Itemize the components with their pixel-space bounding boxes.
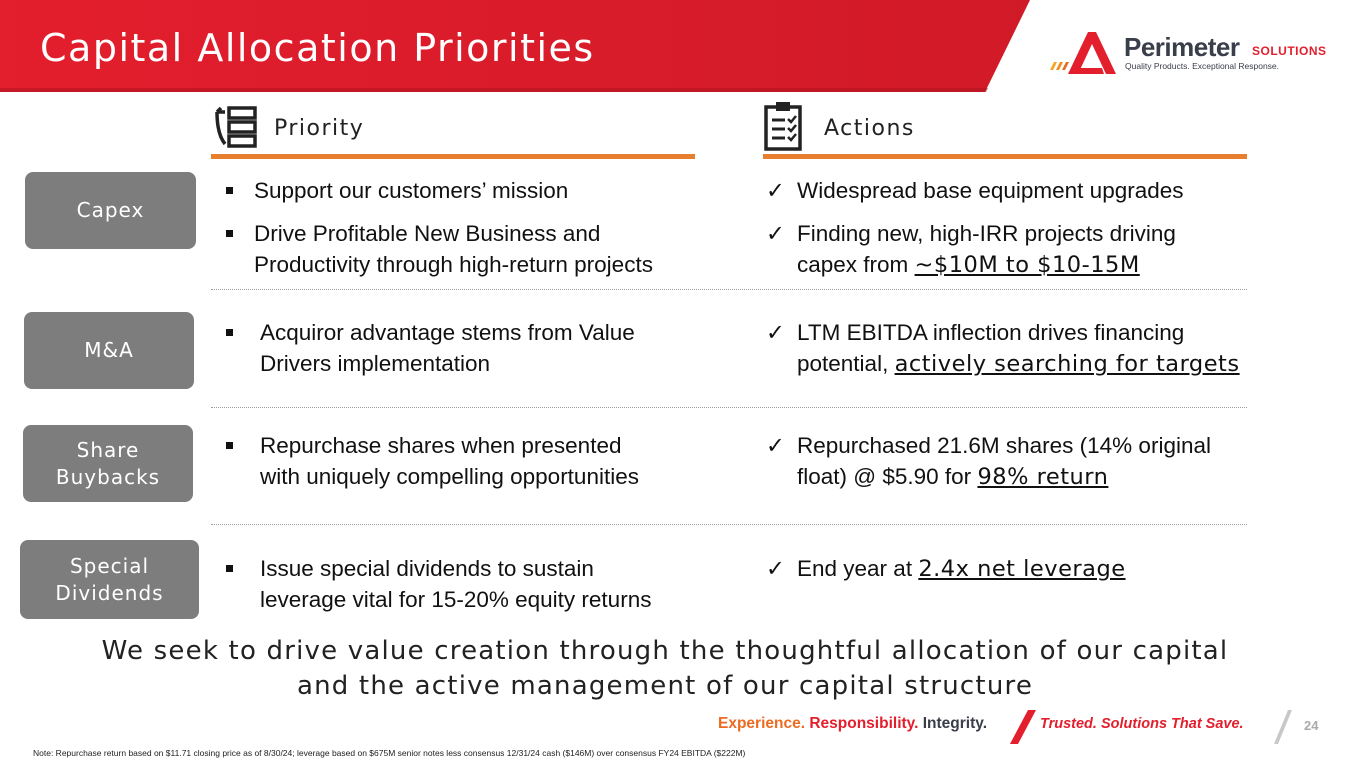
slogan-responsibility: Responsibility.: [809, 715, 919, 732]
action-bullet: [766, 553, 1306, 584]
priority-bullet: [224, 175, 724, 206]
row-divider: [211, 289, 1247, 290]
footer-slogan: [718, 715, 987, 733]
check-icon: ✓: [766, 556, 785, 581]
logo-mark-icon: [1048, 28, 1120, 76]
action-highlight: 98% return: [977, 464, 1109, 490]
action-text: End year at 2.4x net leverage: [797, 556, 1126, 582]
priority-column-header: [211, 98, 695, 160]
action-highlight: actively searching for targets: [894, 351, 1240, 377]
actions-header-rule: [763, 154, 1247, 159]
logo-name: Perimeter: [1124, 32, 1240, 62]
square-bullet-icon: [226, 329, 233, 336]
logo-tagline: Quality Products. Exceptional Response.: [1125, 61, 1280, 71]
row-divider: [211, 524, 1247, 525]
priority-header-rule: [211, 154, 695, 159]
square-bullet-icon: [226, 442, 233, 449]
action-text: Finding new, high-IRR projects driving capex from ~$10M to $10-15M: [797, 221, 1176, 278]
slash-divider-gray-icon: [1274, 710, 1294, 744]
clipboard-checklist-icon: [763, 100, 805, 152]
row-label-capex: Capex: [25, 172, 196, 249]
check-icon: ✓: [766, 221, 785, 246]
priority-text: Support our customers’ mission: [254, 178, 569, 203]
check-icon: ✓: [766, 178, 785, 203]
row-label-special-dividends: Special Dividends: [20, 540, 199, 619]
priority-text: Issue special dividends to sustain leverage vital for 15-20% equity returns: [260, 556, 652, 612]
actions-column-header: [763, 98, 1247, 160]
action-text: Widespread base equipment upgrades: [797, 178, 1184, 203]
page-title: Capital Allocation Priorities: [40, 26, 595, 70]
priority-bullet: [224, 317, 724, 379]
row-divider: [211, 407, 1247, 408]
page-number: 24: [1304, 718, 1319, 733]
action-bullet: [766, 218, 1306, 280]
logo-suffix: SOLUTIONS: [1252, 44, 1327, 58]
action-text: Repurchased 21.6M shares (14% original float) @ $5.90 for 98% return: [797, 433, 1211, 490]
action-text: LTM EBITDA inflection drives financing potential, actively searching for targets: [797, 320, 1240, 377]
closing-statement-line-1: We seek to drive value creation through the thoughtful allocation of our capital: [101, 636, 1229, 666]
closing-statement: [0, 634, 1330, 704]
action-bullet: [766, 430, 1326, 492]
slogan-experience: Experience.: [718, 715, 806, 732]
priority-text: Acquiror advantage stems from Value Drivers implementation: [260, 320, 635, 376]
priority-bullet: [224, 553, 724, 615]
action-bullet: [766, 317, 1326, 379]
slogan-integrity: Integrity.: [922, 715, 988, 732]
priority-bullet: [224, 218, 724, 280]
row-label-mna: M&A: [24, 312, 194, 389]
square-bullet-icon: [226, 565, 233, 572]
actions-column-label: Actions: [824, 116, 915, 141]
priority-text: Drive Profitable New Business and Productivity through high-return projects: [254, 221, 653, 277]
slogan-trusted: Trusted. Solutions That Save.: [1040, 716, 1244, 732]
action-highlight: ~$10M to $10-15M: [914, 252, 1140, 278]
closing-statement-line-2: and the active management of our capital structure: [296, 671, 1034, 701]
priority-list-icon: [213, 104, 261, 150]
square-bullet-icon: [226, 230, 233, 237]
square-bullet-icon: [226, 187, 233, 194]
action-highlight: 2.4x net leverage: [918, 556, 1126, 582]
check-icon: ✓: [766, 320, 785, 345]
row-label-share-buybacks: Share Buybacks: [23, 425, 193, 502]
action-bullet: [766, 175, 1306, 206]
perimeter-logo: [1048, 28, 1328, 76]
priority-bullet: [224, 430, 724, 492]
footnote: Note: Repurchase return based on $11.71 closing price as of 8/30/24; leverage based on $675M senior notes less consensus 12/31/24 cash ($146M) over consensus FY24 EBITDA ($222M): [33, 748, 746, 758]
slash-divider-icon: [1010, 710, 1040, 744]
priority-column-label: Priority: [274, 116, 365, 141]
priority-text: Repurchase shares when presented with uniquely compelling opportunities: [260, 433, 639, 489]
check-icon: ✓: [766, 433, 785, 458]
